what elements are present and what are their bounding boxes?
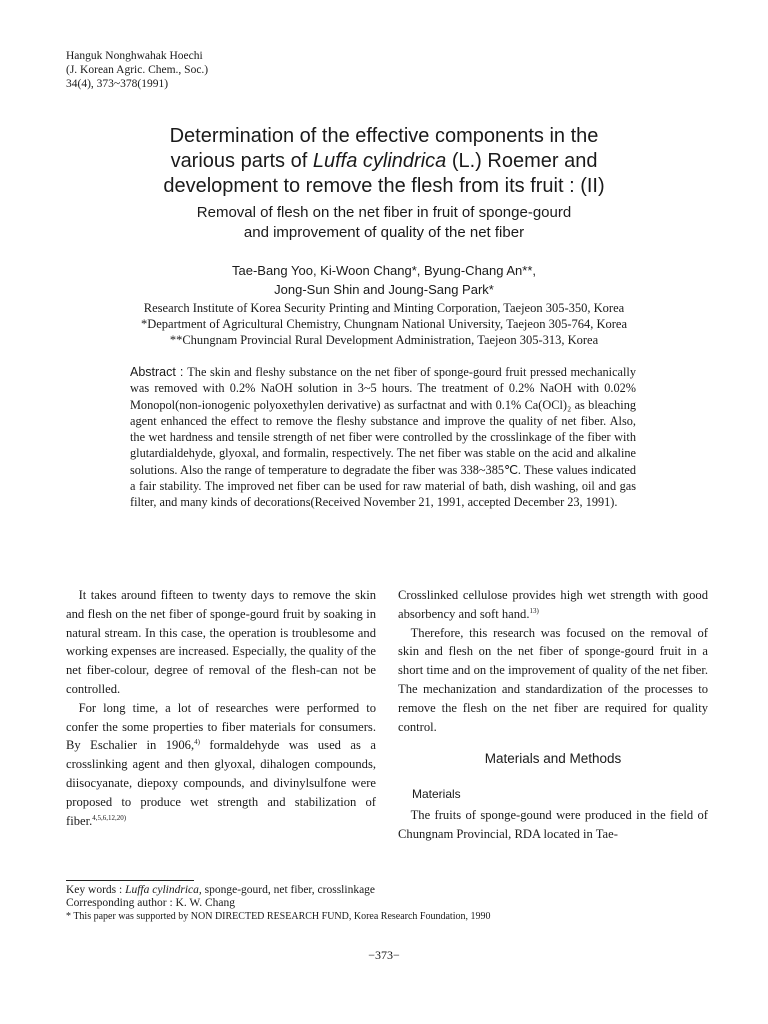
affiliations xyxy=(0,300,768,348)
page-number: −373− xyxy=(368,948,400,962)
body-paragraph-3 xyxy=(398,586,708,624)
body-paragraph-2b: formaldehyde was used as a crosslinking agent and then glyoxal, dihalogen compounds, diisocyanate, diepoxy compounds, and divinylsulfone were proposed to produce wet strength and stabilization of fiber. xyxy=(66,738,376,828)
body-paragraph-4: Therefore, this research was focused on the removal of skin and flesh on the net fiber of sponge-gourd fruit in a short time and on the improvement of quality of the net fiber. The mechanization and standardization of the processes to remove the flesh on the net fiber are required for quality control. xyxy=(398,625,708,734)
citation-13: 13) xyxy=(529,606,539,615)
affiliation-2: *Department of Agricultural Chemistry, Chungnam National University, Taejeon 305-764, Korea xyxy=(140,317,628,331)
section-heading-materials-methods: Materials and Methods xyxy=(484,751,622,767)
keywords-line xyxy=(66,884,491,897)
title-line-2-pre: various parts of xyxy=(170,150,313,172)
title-line-1: Determination of the effective components in the xyxy=(169,125,599,147)
authors-line-1: Tae-Bang Yoo, Ki-Woon Chang*, Byung-Chang An**, xyxy=(231,263,537,278)
body-column-left xyxy=(66,586,376,830)
citation-4: 4) xyxy=(194,738,200,747)
subtitle-line-1: Removal of flesh on the net fiber in fruit of sponge-gourd xyxy=(196,204,572,221)
abstract-text: The skin and fleshy substance on the net fiber of sponge-gourd fruit pressed mechanically was removed with 0.2% NaOH solution in 3~5 hours. The treatment of 0.2% NaOH with 0.02% Monopol(non-ionogenic polyoxethylen derivative) as surfactnat and with 0.1% Ca(OCl)₂ as bleaching agent enhanced the effect to remove the fleshy substance and improve the quality of net fiber. Also, the wet hardness and tensile strength of net fiber were controlled by the crosslinkage of the fiber with glutardialdehyde, glyoxal, and formalin, respectively. The net fiber was stable on the acid and alkaline solutions. Also the range of temperature to degradate the fiber was 338~385℃. These values indicated a fair stability. The improved net fiber can be used for raw material of bath, dish washing, oil and gas filter, and many kinds of decorations(Received November 21, 1991, accepted December 23, 1991). xyxy=(130,365,636,510)
paper-title xyxy=(0,124,768,199)
body-paragraph-2a: For long time, a lot of researches were performed to confer the some properties to fiber materials for consumers. By Eschalier in 1906, xyxy=(66,700,376,753)
subsection-heading-materials: Materials xyxy=(412,787,461,802)
journal-name: Hanguk Nonghwahak Hoechi xyxy=(66,50,203,62)
title-line-2-post: (L.) Roemer and xyxy=(446,150,598,172)
subtitle-line-2: and improvement of quality of the net fiber xyxy=(243,224,525,241)
journal-english-name: (J. Korean Agric. Chem., Soc.) xyxy=(66,64,209,76)
body-paragraph-3a: Crosslinked cellulose provides high wet strength with good absorbency and soft hand. xyxy=(398,588,708,621)
corresponding-author: Corresponding author : K. W. Chang xyxy=(66,897,235,909)
journal-header xyxy=(66,49,208,91)
funding-note: * This paper was supported by NON DIRECTED RESEARCH FUND, Korea Research Foundation, 1990 xyxy=(66,911,491,922)
footnote-rule xyxy=(66,880,194,881)
body-paragraph-2 xyxy=(66,699,376,831)
title-species-name: Luffa cylindrica xyxy=(312,150,447,172)
abstract-label: Abstract : xyxy=(130,365,188,379)
footnotes xyxy=(66,884,491,923)
author-list xyxy=(0,261,768,299)
keywords-rest: sponge-gourd, net fiber, crosslinkage xyxy=(201,884,376,896)
citation-group: 4,5,6,12,20) xyxy=(92,813,127,822)
body-paragraph-5: The fruits of sponge-gound were produced in the field of Chungnam Provincial, RDA located in Tae- xyxy=(398,807,708,841)
body-paragraph-1: It takes around fifteen to twenty days to remove the skin and flesh on the net fiber of sponge-gourd fruit by soaking in natural stream. In this case, the operation is troublesome and working expenses are increased. Especially, the quality of the net fiber-colour, degree of removal of the flesh-can not be controlled. xyxy=(66,588,376,696)
affiliation-1: Research Institute of Korea Security Printing and Minting Corporation, Taejeon 305-350, Korea xyxy=(143,301,625,315)
title-line-2 xyxy=(0,149,768,174)
body-column-right xyxy=(398,586,708,844)
paper-subtitle xyxy=(0,203,768,243)
affiliation-3: **Chungnam Provincial Rural Development Administration, Taejeon 305-313, Korea xyxy=(169,333,599,347)
abstract xyxy=(130,364,636,511)
journal-volume: 34(4), 373~378(1991) xyxy=(66,78,169,90)
keywords-label: Key words : xyxy=(66,884,126,896)
authors-line-2: Jong-Sun Shin and Joung-Sang Park* xyxy=(274,282,494,297)
title-line-3: development to remove the flesh from its fruit : (II) xyxy=(163,175,605,197)
keywords-species: Luffa cylindrica, xyxy=(125,884,202,896)
